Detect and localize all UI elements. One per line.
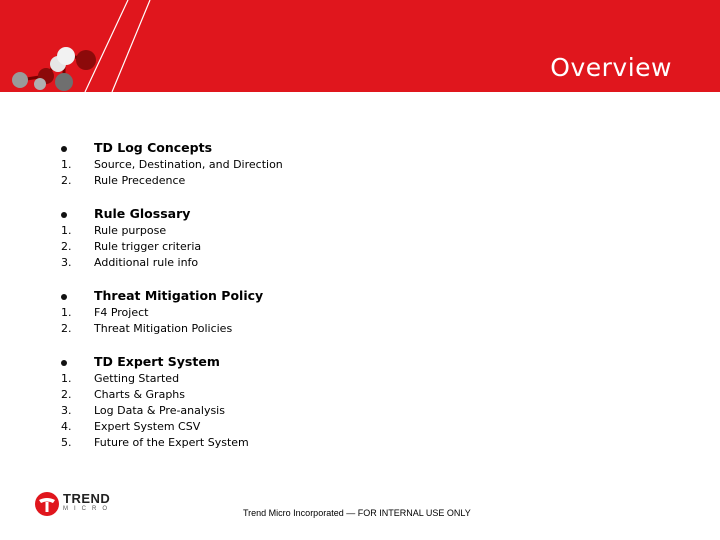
section-title: TD Log Concepts: [94, 140, 213, 155]
list-item-number: 1.: [61, 306, 72, 319]
list-item: Additional rule info: [94, 256, 199, 269]
section-title: TD Expert System: [94, 354, 220, 369]
list-item: Getting Started: [94, 372, 180, 385]
list-item: Expert System CSV: [94, 420, 201, 433]
list-item-number: 1.: [61, 224, 72, 237]
list-item: Future of the Expert System: [94, 436, 249, 449]
list-item: Log Data & Pre-analysis: [94, 404, 225, 417]
bullet-icon: [61, 360, 67, 366]
list-item-number: 3.: [61, 404, 72, 417]
list-item-number: 4.: [61, 420, 72, 433]
list-item-number: 3.: [61, 256, 72, 269]
section-title: Rule Glossary: [94, 206, 191, 221]
list-item-number: 2.: [61, 174, 72, 187]
list-item: Source, Destination, and Direction: [94, 158, 283, 171]
page-title: Overview: [550, 53, 672, 82]
bullet-icon: [61, 146, 67, 152]
logo-line2: MICRO: [63, 506, 113, 512]
list-item: Rule trigger criteria: [94, 240, 202, 253]
trend-micro-logo: [33, 490, 123, 524]
logo-line1: TREND: [63, 491, 111, 506]
list-item-number: 2.: [61, 388, 72, 401]
list-item: Threat Mitigation Policies: [94, 322, 233, 335]
section-title: Threat Mitigation Policy: [94, 288, 264, 303]
footer-text: Trend Micro Incorporated — FOR INTERNAL USE ONLY: [243, 508, 471, 518]
list-item: Rule purpose: [94, 224, 167, 237]
list-item-number: 1.: [61, 372, 72, 385]
list-item-number: 2.: [61, 240, 72, 253]
list-item-number: 2.: [61, 322, 72, 335]
bullet-icon: [61, 294, 67, 300]
list-item: F4 Project: [94, 306, 149, 319]
list-item: Charts & Graphs: [94, 388, 186, 401]
list-item: Rule Precedence: [94, 174, 186, 187]
list-item-number: 5.: [61, 436, 72, 449]
bullet-icon: [61, 212, 67, 218]
list-item-number: 1.: [61, 158, 72, 171]
